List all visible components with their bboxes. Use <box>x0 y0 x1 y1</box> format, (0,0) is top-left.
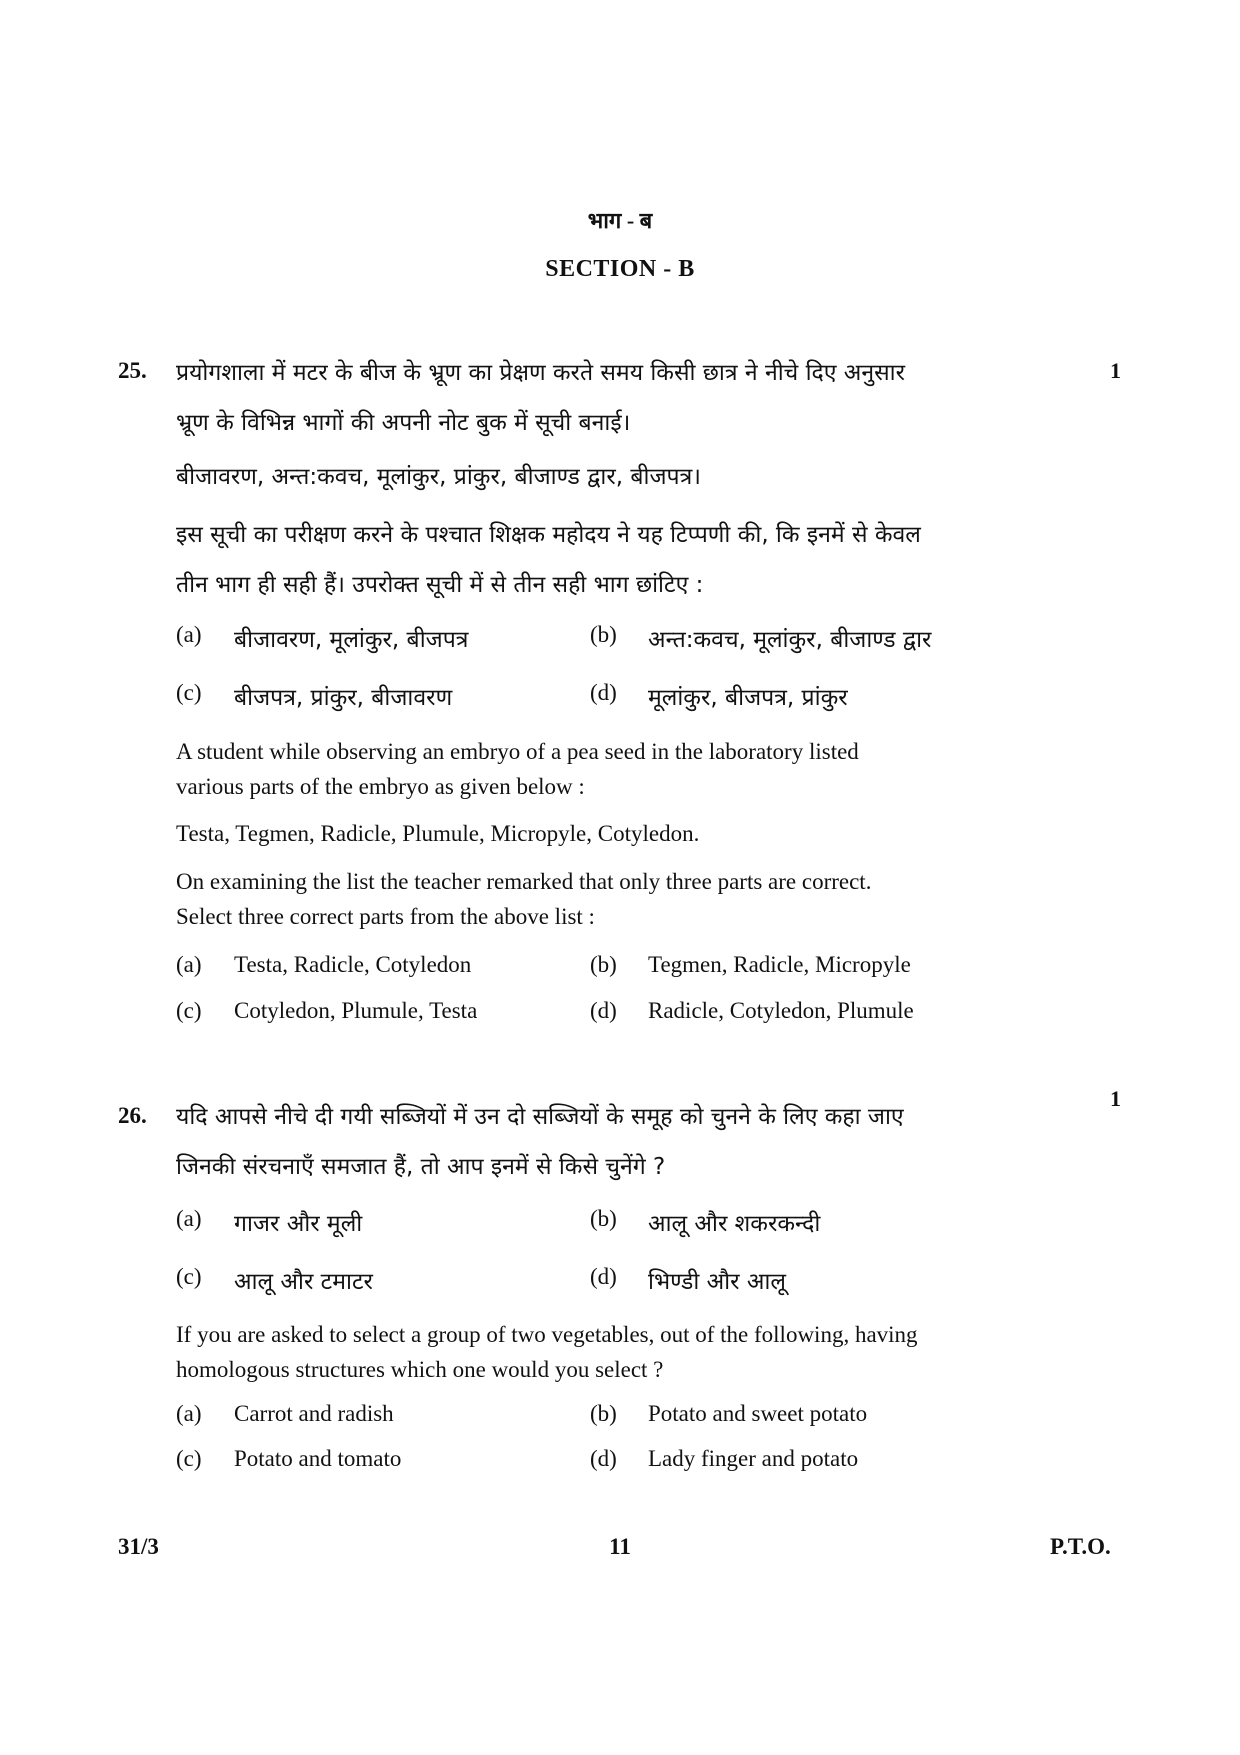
option-text: अन्त:कवच, मूलांकुर, बीजाण्ड द्वार <box>648 627 932 653</box>
question-text-english-line: If you are asked to select a group of two vegetables, out of the following, having <box>176 1322 918 1347</box>
option-label: (d) <box>590 1446 617 1471</box>
option-label: (d) <box>590 1264 617 1289</box>
option-text: गाजर और मूली <box>234 1211 363 1237</box>
question-marks: 1 <box>1110 1086 1121 1111</box>
option-label: (b) <box>590 1206 617 1231</box>
option-label: (a) <box>176 1401 202 1426</box>
option-label: (d) <box>590 680 617 705</box>
paper-code: 31/3 <box>118 1534 159 1559</box>
question-text-english-line: On examining the list the teacher remarked that only three parts are correct. <box>176 869 872 894</box>
option-label: (b) <box>590 622 617 647</box>
option-label: (c) <box>176 1264 202 1289</box>
option-text: आलू और शकरकन्दी <box>648 1211 821 1237</box>
question-text-english-line: Testa, Tegmen, Radicle, Plumule, Micropyle, Cotyledon. <box>176 821 700 846</box>
section-title-hindi: भाग - ब <box>587 208 653 233</box>
option-text: Potato and tomato <box>234 1446 402 1471</box>
question-text-english-line: Select three correct parts from the above list : <box>176 904 595 929</box>
question-text-hindi-line: जिनकी संरचनाएँ समजात हैं, तो आप इनमें से किसे चुनेंगे ? <box>176 1154 666 1180</box>
option-text: आलू और टमाटर <box>234 1269 373 1295</box>
option-text: बीजपत्र, प्रांकुर, बीजावरण <box>234 685 453 711</box>
option-label: (a) <box>176 952 202 977</box>
section-title-english: SECTION - B <box>545 256 695 282</box>
question-number: 26. <box>118 1103 147 1128</box>
question-text-hindi-line: यदि आपसे नीचे दी गयी सब्जियों में उन दो सब्जियों के समूह को चुनने के लिए कहा जाए <box>176 1104 904 1130</box>
option-text: भिण्डी और आलू <box>648 1269 786 1295</box>
option-text: Potato and sweet potato <box>648 1401 868 1426</box>
option-text: Lady finger and potato <box>648 1446 859 1471</box>
page-number: 11 <box>609 1534 631 1559</box>
option-text: बीजावरण, मूलांकुर, बीजपत्र <box>234 627 469 653</box>
question-text-hindi-line: तीन भाग ही सही हैं। उपरोक्त सूची में से तीन सही भाग छांटिए : <box>176 572 704 598</box>
option-label: (c) <box>176 998 202 1023</box>
question-text-hindi-line: बीजावरण, अन्त:कवच, मूलांकुर, प्रांकुर, बीजाण्ड द्वार, बीजपत्र। <box>176 464 701 490</box>
question-marks: 1 <box>1110 358 1121 383</box>
question-text-hindi-line: इस सूची का परीक्षण करने के पश्चात शिक्षक महोदय ने यह टिप्पणी की, कि इनमें से केवल <box>176 522 921 548</box>
please-turn-over: P.T.O. <box>1050 1534 1111 1559</box>
question-text-hindi-line: भ्रूण के विभिन्न भागों की अपनी नोट बुक में सूची बनाई। <box>176 410 631 436</box>
option-label: (a) <box>176 1206 202 1231</box>
question-number: 25. <box>118 358 147 383</box>
question-text-hindi-line: प्रयोगशाला में मटर के बीज के भ्रूण का प्रेक्षण करते समय किसी छात्र ने नीचे दिए अनुसार <box>176 360 906 386</box>
question-text-english-line: A student while observing an embryo of a pea seed in the laboratory listed <box>176 739 859 764</box>
question-text-english-line: homologous structures which one would you select ? <box>176 1357 664 1382</box>
option-label: (d) <box>590 998 617 1023</box>
option-text: मूलांकुर, बीजपत्र, प्रांकुर <box>648 685 848 711</box>
option-label: (c) <box>176 680 202 705</box>
option-label: (a) <box>176 622 202 647</box>
option-text: Carrot and radish <box>234 1401 394 1426</box>
option-text: Radicle, Cotyledon, Plumule <box>648 998 914 1023</box>
option-text: Testa, Radicle, Cotyledon <box>234 952 472 977</box>
option-label: (b) <box>590 1401 617 1426</box>
option-text: Cotyledon, Plumule, Testa <box>234 998 478 1023</box>
option-text: Tegmen, Radicle, Micropyle <box>648 952 911 977</box>
option-label: (b) <box>590 952 617 977</box>
question-text-english-line: various parts of the embryo as given below : <box>176 774 585 799</box>
option-label: (c) <box>176 1446 202 1471</box>
